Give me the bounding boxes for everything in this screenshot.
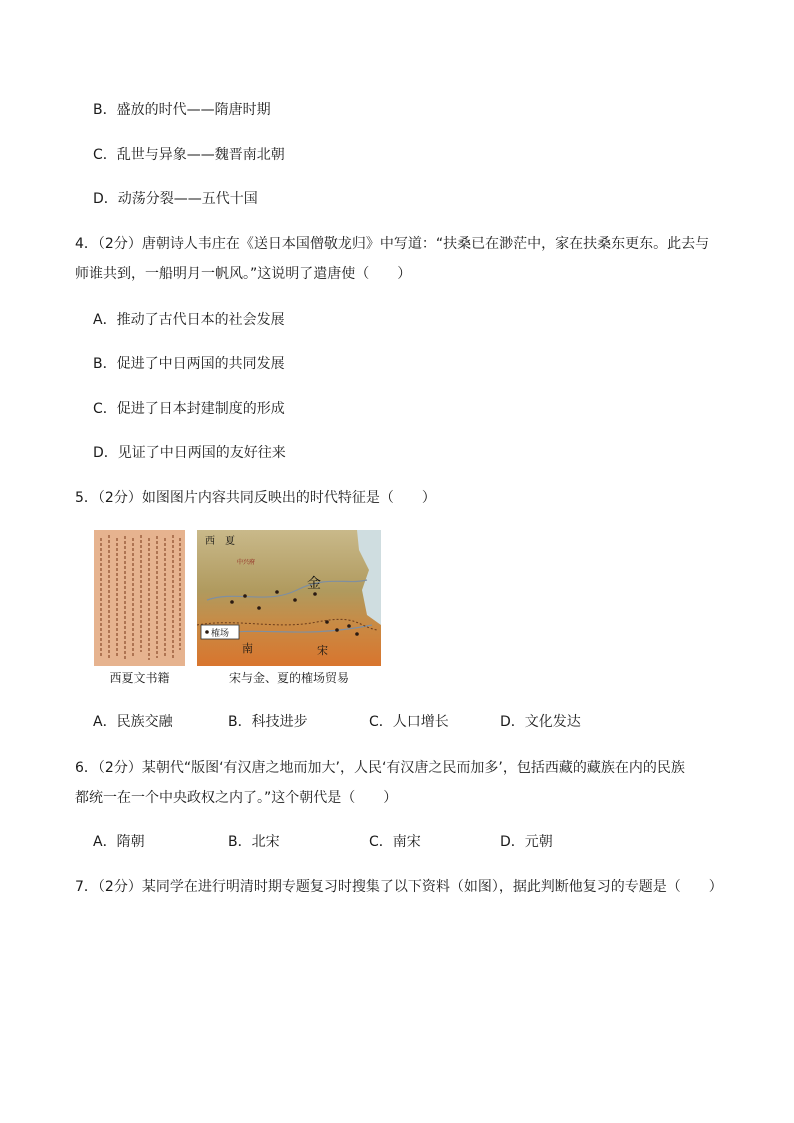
map-label-xixia: 西 夏	[205, 536, 235, 547]
map-legend-label: 榷场	[211, 628, 230, 638]
q6-stem-line1: 6．（2分）某朝代“版图‘有汉唐之地而加大’，人民‘有汉唐之民而加多’，包括西藏的藏族在内的民族	[75, 760, 685, 776]
q3-option-d: D．动荡分裂——五代十国	[93, 191, 258, 207]
xixia-book-caption: 西夏文书籍	[109, 671, 170, 685]
map-label-song: 宋	[317, 645, 328, 657]
q6-option-a: A．隋朝	[93, 834, 145, 850]
map-label-jin: 金	[307, 575, 321, 591]
q4-option-a: A．推动了古代日本的社会发展	[93, 312, 285, 328]
trade-map-caption: 宋与金、夏的榷场贸易	[228, 671, 349, 685]
q4-stem-line1: 4．（2分）唐朝诗人韦庄在《送日本国僧敬龙归》中写道：“扶桑已在渺茫中，家在扶桑东更东。此去与	[75, 236, 710, 252]
q5-stem: 5．（2分）如图图片内容共同反映出的时代特征是（ ）	[75, 490, 436, 506]
q4-option-b: B．促进了中日两国的共同发展	[93, 356, 285, 372]
q4-option-d: D．见证了中日两国的友好往来	[93, 445, 286, 461]
q3-option-c: C．乱世与异象——魏晋南北朝	[93, 147, 285, 163]
q6-stem-line2: 都统一在一个中央政权之内了。”这个朝代是（ ）	[75, 790, 398, 806]
q6-option-c: C．南宋	[369, 834, 421, 850]
q4-stem-line2: 师谁共到，一船明月一帆风。”这说明了遣唐使（ ）	[75, 266, 412, 282]
trade-map-image	[197, 530, 381, 666]
q5-option-d: D．文化发达	[500, 714, 581, 730]
q4-option-c: C．促进了日本封建制度的形成	[93, 401, 285, 417]
xixia-book-image	[94, 530, 185, 666]
q5-option-b: B．科技进步	[228, 714, 308, 730]
q5-option-a: A．民族交融	[93, 714, 173, 730]
map-label-nan: 南	[242, 643, 253, 655]
q6-option-b: B．北宋	[228, 834, 280, 850]
map-label-zhongxing: 中兴府	[237, 560, 256, 566]
q7-stem: 7．（2分）某同学在进行明清时期专题复习时搜集了以下资料（如图），据此判断他复习的专题是（ ）	[75, 879, 723, 895]
q6-option-d: D．元朝	[500, 834, 553, 850]
q5-figure	[94, 530, 381, 688]
q5-option-c: C．人口增长	[369, 714, 449, 730]
q3-option-b: B．盛放的时代——隋唐时期	[93, 102, 271, 118]
